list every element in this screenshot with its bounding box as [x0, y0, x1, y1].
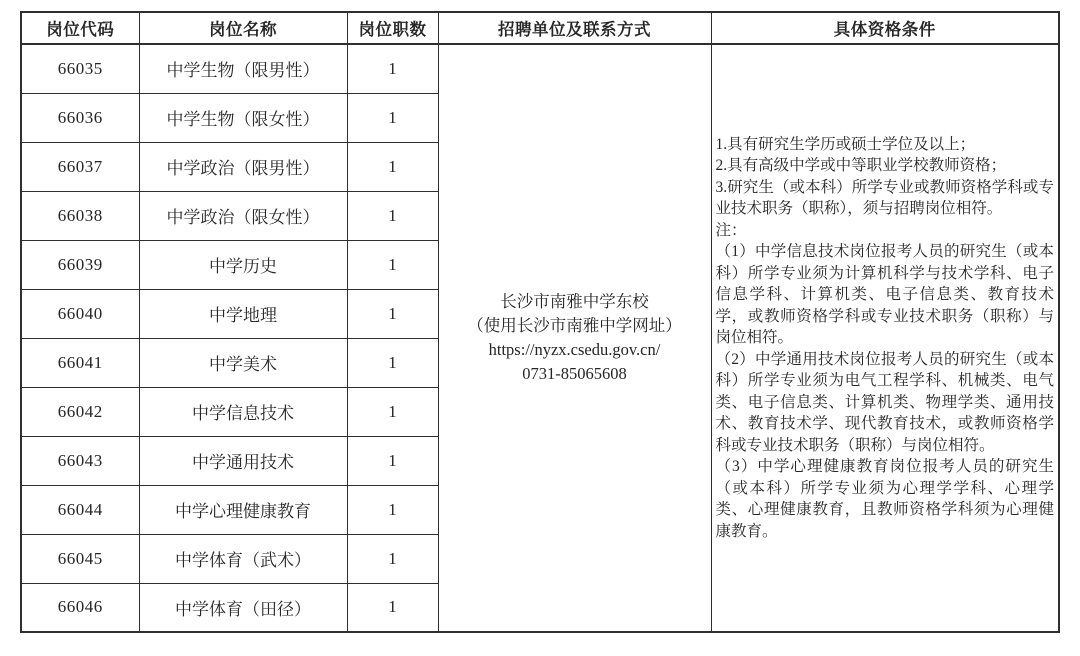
position-code-cell: 66045 [21, 534, 139, 583]
position-name-cell: 中学信息技术 [139, 387, 347, 436]
header-position-name: 岗位名称 [139, 12, 347, 44]
header-position-code: 岗位代码 [21, 12, 139, 44]
qualification-note-item: （1）中学信息技术岗位报考人员的研究生（或本科）所学专业须为计算机科学与技术学科、电子信息学科、计算机类、电子信息类、教育技术学，或教师资格学科或专业技术职务（职称）与岗位相符。 [715, 243, 1054, 347]
header-position-count: 岗位职数 [347, 12, 438, 44]
header-row [21, 12, 1059, 44]
header-qualifications: 具体资格条件 [711, 12, 1059, 44]
qualification-note-item: （2）中学通用技术岗位报考人员的研究生（或本科）所学专业须为电气工程学科、机械类、电气类、电子信息类、计算机类、物理学类、通用技术、教育技术学、现代教育技术，或教师资格学科或专业技术职务（职称）与岗位相符。 [715, 350, 1054, 454]
position-code-cell: 66043 [21, 436, 139, 485]
position-code-cell: 66037 [21, 142, 139, 191]
qualifications-cell [711, 44, 1059, 632]
position-count-cell: 1 [347, 436, 438, 485]
position-code-cell: 66039 [21, 240, 139, 289]
position-code-cell: 66041 [21, 338, 139, 387]
recruiting-unit-url: https://nyzx.csedu.gov.cn/ [488, 340, 661, 359]
position-count-cell: 1 [347, 485, 438, 534]
position-count-cell: 1 [347, 93, 438, 142]
header-recruiting-unit: 招聘单位及联系方式 [438, 12, 711, 44]
position-name-cell: 中学心理健康教育 [139, 485, 347, 534]
position-code-cell: 66035 [21, 44, 139, 93]
position-count-cell: 1 [347, 338, 438, 387]
position-name-cell: 中学美术 [139, 338, 347, 387]
recruiting-unit-phone: 0731-85065608 [522, 364, 627, 383]
position-name-cell: 中学历史 [139, 240, 347, 289]
position-code-cell: 66044 [21, 485, 139, 534]
position-count-cell: 1 [347, 387, 438, 436]
position-count-cell: 1 [347, 289, 438, 338]
job-position-table [20, 11, 1060, 633]
position-count-cell: 1 [347, 191, 438, 240]
position-count-cell: 1 [347, 44, 438, 93]
qualification-item: 3.研究生（或本科）所学专业或教师资格学科或专业技术职务（职称），须与招聘岗位相符。 [715, 178, 1054, 218]
position-count-cell: 1 [347, 240, 438, 289]
position-name-cell: 中学政治（限女性） [139, 191, 347, 240]
qualification-item: 1.具有研究生学历或硕士学位及以上； [715, 135, 976, 153]
table-row [21, 44, 1059, 93]
position-count-cell: 1 [347, 142, 438, 191]
position-code-cell: 66040 [21, 289, 139, 338]
position-name-cell: 中学体育（武术） [139, 534, 347, 583]
qualification-item: 2.具有高级中学或中等职业学校教师资格； [715, 157, 1007, 175]
position-code-cell: 66042 [21, 387, 139, 436]
qualification-note-item: （3）中学心理健康教育岗位报考人员的研究生（或本科）所学专业须为心理学学科、心理学类、心理健康教育，且教师资格学科须为心理健康教育。 [715, 458, 1054, 540]
position-code-cell: 66036 [21, 93, 139, 142]
recruiting-unit-name: 长沙市南雅中学东校 [500, 292, 649, 311]
position-count-cell: 1 [347, 534, 438, 583]
position-name-cell: 中学地理 [139, 289, 347, 338]
position-code-cell: 66046 [21, 583, 139, 632]
recruiting-unit-note: （使用长沙市南雅中学网址） [467, 316, 682, 335]
recruiting-unit-cell [438, 44, 711, 632]
position-name-cell: 中学通用技术 [139, 436, 347, 485]
position-count-cell: 1 [347, 583, 438, 632]
position-name-cell: 中学生物（限男性） [139, 44, 347, 93]
position-name-cell: 中学体育（田径） [139, 583, 347, 632]
position-name-cell: 中学政治（限男性） [139, 142, 347, 191]
position-name-cell: 中学生物（限女性） [139, 93, 347, 142]
position-code-cell: 66038 [21, 191, 139, 240]
qualification-note-label: 注： [715, 221, 747, 239]
